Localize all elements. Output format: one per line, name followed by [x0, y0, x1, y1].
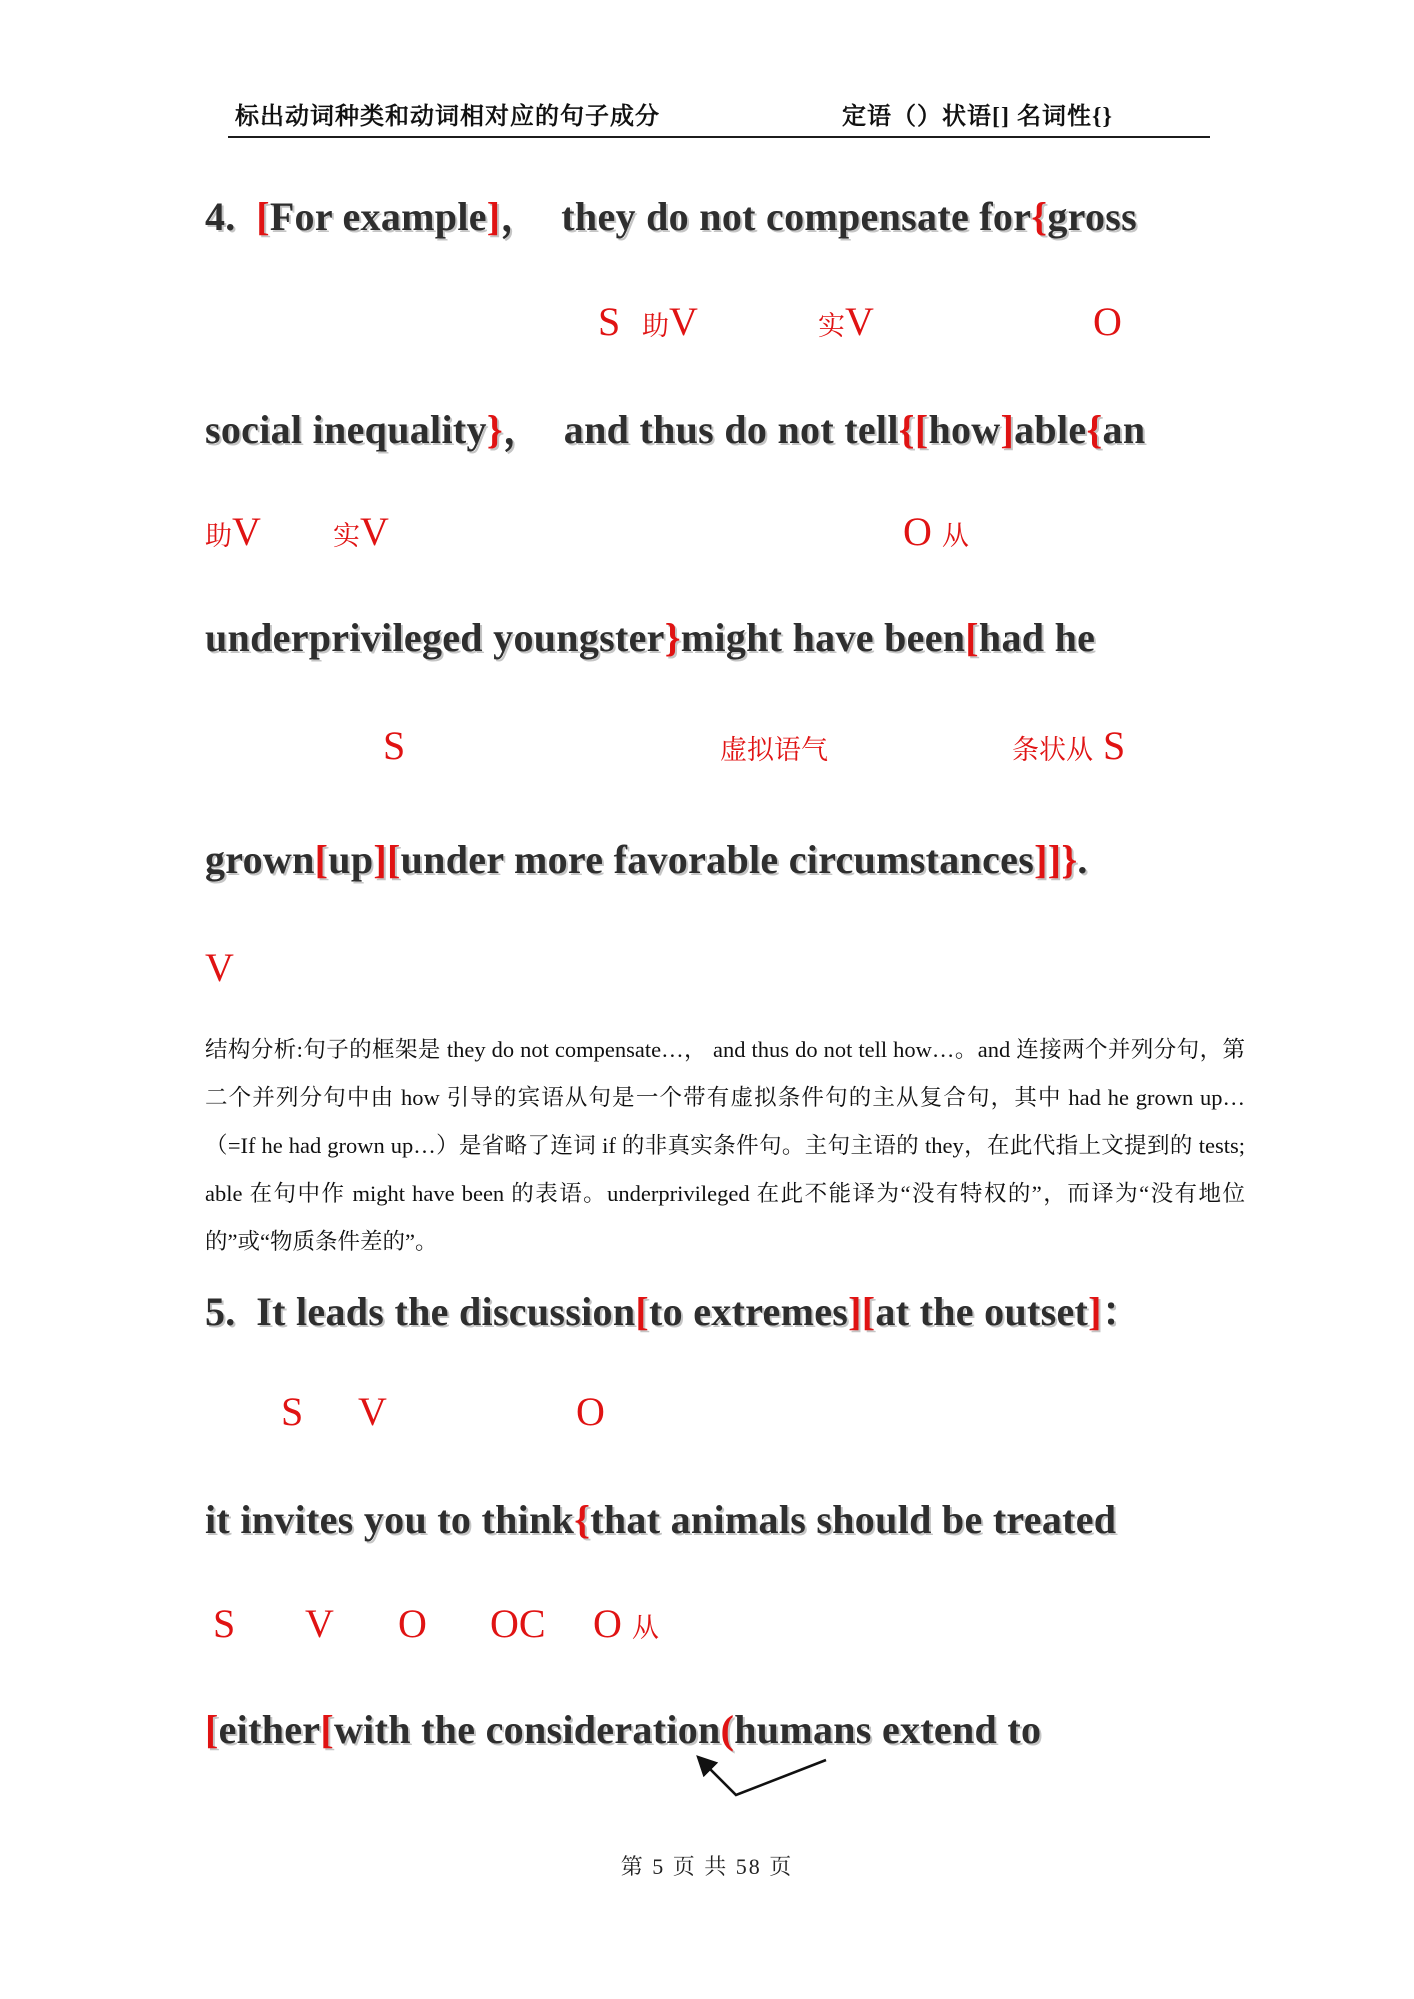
annotation-cjk-label: 条状从 [1012, 735, 1093, 765]
sentence-5-line-2 [205, 1498, 1116, 1542]
header-right-legend: 定语（）状语[] 名词性{} [842, 104, 1113, 130]
red-bracket: [ [320, 1707, 334, 1752]
sentence-text: to extremes [649, 1289, 849, 1334]
sentence-text: For example [269, 194, 487, 239]
red-bracket: ] [1000, 407, 1015, 452]
annotation-verb: V [205, 945, 234, 990]
annotation-subject: S [383, 723, 406, 768]
red-bracket: ( [720, 1707, 735, 1752]
sentence-text: humans extend to [734, 1707, 1042, 1752]
page-number: 第 5 页 共 58 页 [620, 1854, 794, 1879]
structure-analysis-paragraph: 结构分析:句子的框架是 they do not compensate…， and thus do not tell how…。and 连接两个并列分句，第二个并列分句中由 how 引导的宾语从句是一个带有虚拟条件句的主从复合句，其中 had he grown up…（=If he had grown up…）是省略了连词 if 的非真实条件句。主句主语的 they，在此代指上文提到的 tests; able 在句中作 might have been 的表语。underprivileged 在此不能译为“没有特权的”，而译为“没有地位的”或“物质条件差的”。 [205, 1037, 1245, 1254]
annotation-object-complement: OC [490, 1601, 546, 1646]
annotation-subject: S [281, 1389, 304, 1434]
red-bracket: [ [256, 194, 270, 239]
sentence-text: ， they do not compensate for [500, 194, 1032, 239]
annotation-main-verb: 实V [818, 299, 874, 344]
sentence-text: had he [978, 615, 1096, 660]
red-bracket: ][ [848, 1289, 876, 1334]
annotation-arrow-icon [658, 1738, 848, 1810]
annotation-subject: S [213, 1601, 236, 1646]
annotation-object-clause: O 从 [903, 509, 969, 554]
sentence-5-line-3 [205, 1708, 1041, 1752]
red-bracket: { [1031, 194, 1048, 239]
sentence-text: how [928, 407, 1001, 452]
sentence-text: social inequality [205, 407, 487, 452]
red-bracket: } [664, 615, 681, 660]
red-bracket: [ [205, 1707, 219, 1752]
sentence-text: ， and thus do not tell [502, 407, 899, 452]
sentence-text: an [1102, 407, 1146, 452]
annotation-object: O [1093, 299, 1122, 344]
annotation-subjunctive [720, 726, 828, 766]
red-bracket: [ [314, 837, 329, 882]
annotation-aux-verb: 助V [205, 509, 261, 554]
sentence-text: up [328, 837, 374, 882]
annotation-subject: S [598, 299, 621, 344]
sentence-4-line-4 [205, 838, 1088, 882]
annotation-cjk-label: 实 [818, 311, 845, 341]
annotation-verb: V [358, 1389, 387, 1434]
red-bracket: [ [965, 615, 979, 660]
annotation-main-verb: 实V [333, 509, 389, 554]
annotation-cjk-label: 助 [205, 521, 232, 551]
sentence-text: that animals should be treated [590, 1497, 1117, 1542]
annotation-aux-verb: 助V [642, 299, 698, 344]
annotation-object: O [398, 1601, 427, 1646]
sentence-text: might have been [680, 615, 966, 660]
header-left-title: 标出动词种类和动词相对应的句子成分 [235, 104, 660, 130]
annotation-cjk-label: 从 [631, 1613, 659, 1643]
red-bracket: } [486, 407, 503, 452]
sentence-text: 5. It leads the discussion [205, 1289, 636, 1334]
annotation-conditional-clause-subject: 条状从 S [1012, 723, 1126, 768]
annotation-verb: V [305, 1601, 334, 1646]
red-bracket: { [1086, 407, 1103, 452]
annotation-cjk-label: 虚拟语气 [720, 735, 828, 765]
annotation-cjk-label: 从 [941, 521, 969, 551]
header-divider [228, 136, 1210, 138]
annotation-cjk-label: 实 [333, 521, 360, 551]
red-bracket: ][ [373, 837, 401, 882]
sentence-text: . [1077, 837, 1088, 882]
sentence-text: it invites you to think [205, 1497, 575, 1542]
sentence-text: ： [1101, 1289, 1143, 1334]
annotation-object: O [576, 1389, 605, 1434]
sentence-4-line-3 [205, 616, 1095, 660]
sentence-text: 4. [205, 194, 257, 239]
sentence-text: grown [205, 837, 315, 882]
annotation-object-clause: O 从 [593, 1601, 659, 1646]
red-bracket: ] [486, 194, 501, 239]
red-bracket: ]]} [1034, 837, 1078, 882]
red-bracket: { [574, 1497, 591, 1542]
sentence-4-line-2 [205, 408, 1145, 452]
sentence-5-line-1 [205, 1290, 1142, 1334]
sentence-text: underprivileged youngster [205, 615, 665, 660]
red-bracket: {[ [898, 407, 929, 452]
annotation-cjk-label: 助 [642, 311, 669, 341]
sentence-text: at the outset [875, 1289, 1089, 1334]
sentence-4-line-1 [205, 195, 1137, 239]
sentence-text: under more favorable circumstances [400, 837, 1035, 882]
sentence-text: able [1014, 407, 1087, 452]
red-bracket: ] [1088, 1289, 1102, 1334]
sentence-text: with the consideration [334, 1707, 721, 1752]
sentence-text: gross [1047, 194, 1138, 239]
red-bracket: [ [635, 1289, 650, 1334]
sentence-text: either [218, 1707, 321, 1752]
